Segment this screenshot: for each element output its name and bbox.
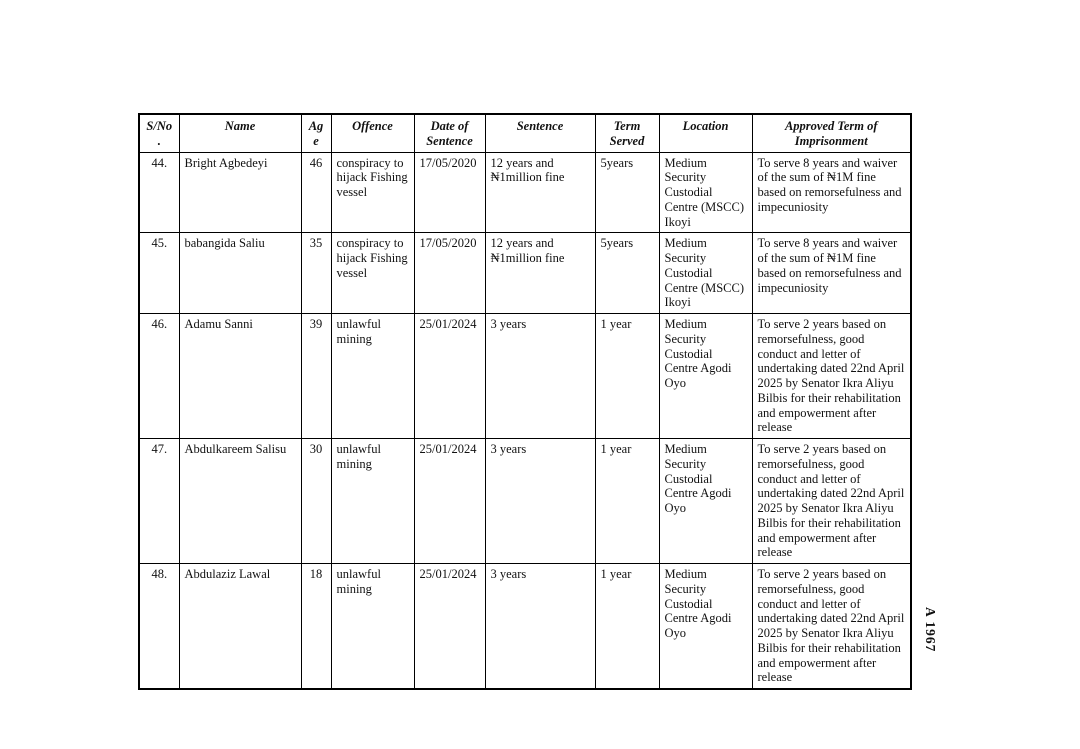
cell-term-served: 1 year bbox=[595, 314, 659, 439]
cell-name: babangida Saliu bbox=[179, 233, 301, 314]
cell-location: Medium Security Custodial Centre (MSCC) Ikoyi bbox=[659, 233, 752, 314]
cell-sno: 45. bbox=[139, 233, 179, 314]
cell-approved-term: To serve 2 years based on remorsefulness, good conduct and letter of undertaking dated 22nd April 2025 by Senator Ikra Aliyu Bilbis for their rehabilitation and empowerment after release bbox=[752, 564, 911, 690]
cell-date-of-sentence: 17/05/2020 bbox=[414, 233, 485, 314]
cell-sentence: 3 years bbox=[485, 564, 595, 690]
cell-approved-term: To serve 8 years and waiver of the sum of ₦1M fine based on remorsefulness and impecuniosity bbox=[752, 152, 911, 233]
cell-sno: 48. bbox=[139, 564, 179, 690]
cell-date-of-sentence: 25/01/2024 bbox=[414, 439, 485, 564]
cell-offence: conspiracy to hijack Fishing vessel bbox=[331, 233, 414, 314]
header-sentence: Sentence bbox=[485, 114, 595, 152]
cell-offence: conspiracy to hijack Fishing vessel bbox=[331, 152, 414, 233]
cell-sentence: 3 years bbox=[485, 439, 595, 564]
cell-approved-term: To serve 2 years based on remorsefulness, good conduct and letter of undertaking dated 22nd April 2025 by Senator Ikra Aliyu Bilbis for their rehabilitation and empowerment after release bbox=[752, 439, 911, 564]
cell-location: Medium Security Custodial Centre Agodi Oyo bbox=[659, 564, 752, 690]
cell-location: Medium Security Custodial Centre Agodi Oyo bbox=[659, 439, 752, 564]
table-row bbox=[139, 233, 911, 314]
cell-age: 35 bbox=[301, 233, 331, 314]
cell-sentence: 3 years bbox=[485, 314, 595, 439]
cell-term-served: 1 year bbox=[595, 564, 659, 690]
page-number-marker: A 1967 bbox=[923, 607, 938, 653]
cell-sno: 46. bbox=[139, 314, 179, 439]
cell-approved-term: To serve 2 years based on remorsefulness, good conduct and letter of undertaking dated 22nd April 2025 by Senator Ikra Aliyu Bilbis for their rehabilitation and empowerment after release bbox=[752, 314, 911, 439]
cell-offence: unlawful mining bbox=[331, 314, 414, 439]
cell-date-of-sentence: 25/01/2024 bbox=[414, 564, 485, 690]
table-row bbox=[139, 314, 911, 439]
header-sno: S/No. bbox=[139, 114, 179, 152]
header-term-served: Term Served bbox=[595, 114, 659, 152]
table-header-row bbox=[139, 114, 911, 152]
header-offence: Offence bbox=[331, 114, 414, 152]
cell-sentence: 12 years and ₦1million fine bbox=[485, 233, 595, 314]
cell-age: 18 bbox=[301, 564, 331, 690]
cell-term-served: 5years bbox=[595, 233, 659, 314]
cell-name: Bright Agbedeyi bbox=[179, 152, 301, 233]
cell-offence: unlawful mining bbox=[331, 564, 414, 690]
header-age: Age bbox=[301, 114, 331, 152]
cell-sentence: 12 years and ₦1million fine bbox=[485, 152, 595, 233]
cell-term-served: 1 year bbox=[595, 439, 659, 564]
convicts-table bbox=[138, 113, 912, 690]
cell-sno: 47. bbox=[139, 439, 179, 564]
cell-age: 46 bbox=[301, 152, 331, 233]
cell-name: Abdulkareem Salisu bbox=[179, 439, 301, 564]
cell-location: Medium Security Custodial Centre Agodi Oyo bbox=[659, 314, 752, 439]
table-row bbox=[139, 564, 911, 690]
header-approved-term: Approved Term of Imprisonment bbox=[752, 114, 911, 152]
cell-age: 39 bbox=[301, 314, 331, 439]
cell-location: Medium Security Custodial Centre (MSCC) Ikoyi bbox=[659, 152, 752, 233]
cell-offence: unlawful mining bbox=[331, 439, 414, 564]
table-row bbox=[139, 152, 911, 233]
cell-name: Abdulaziz Lawal bbox=[179, 564, 301, 690]
header-name: Name bbox=[179, 114, 301, 152]
cell-age: 30 bbox=[301, 439, 331, 564]
cell-date-of-sentence: 17/05/2020 bbox=[414, 152, 485, 233]
cell-approved-term: To serve 8 years and waiver of the sum of ₦1M fine based on remorsefulness and impecuniosity bbox=[752, 233, 911, 314]
cell-name: Adamu Sanni bbox=[179, 314, 301, 439]
cell-sno: 44. bbox=[139, 152, 179, 233]
header-date-of-sentence: Date of Sentence bbox=[414, 114, 485, 152]
header-location: Location bbox=[659, 114, 752, 152]
cell-date-of-sentence: 25/01/2024 bbox=[414, 314, 485, 439]
table-row bbox=[139, 439, 911, 564]
cell-term-served: 5years bbox=[595, 152, 659, 233]
